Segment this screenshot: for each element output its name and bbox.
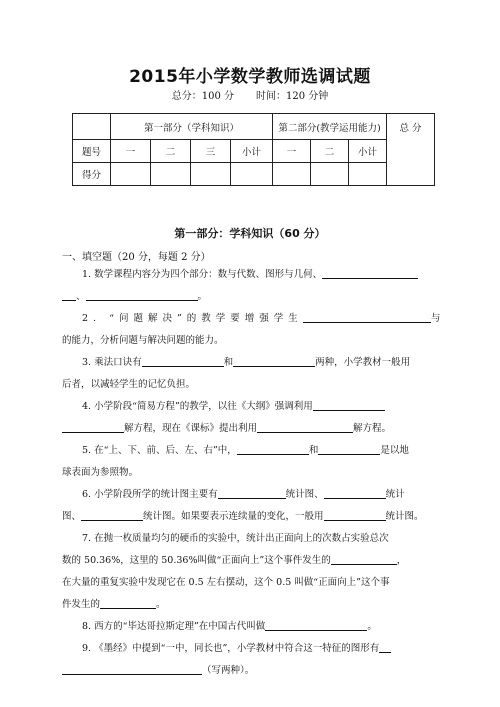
answer-blank[interactable] — [324, 508, 386, 521]
question-text: 。 — [156, 599, 166, 610]
answer-blank[interactable] — [265, 618, 367, 631]
question-3 — [62, 352, 440, 396]
question-text: 统计图、 — [285, 489, 324, 500]
answer-blank[interactable] — [313, 398, 385, 411]
col-header: 二 — [311, 140, 349, 163]
col-header: 一 — [111, 140, 151, 163]
row-label-score: 得分 — [73, 163, 111, 186]
section-title: 第一部分：学科知识（60 分） — [174, 227, 326, 240]
part1-header: 第一部分（学科知识） — [111, 114, 273, 140]
answer-blank[interactable] — [303, 310, 431, 323]
total-header: 总 分 — [387, 114, 435, 186]
question-text: 。 — [197, 291, 208, 302]
answer-blank[interactable] — [233, 354, 315, 367]
answer-blank[interactable] — [331, 552, 397, 565]
question-text: 后者，以减轻学生的记忆负担。 — [62, 379, 196, 390]
exam-meta — [0, 87, 500, 102]
row-label-question-number: 题号 — [73, 140, 111, 163]
question-text: 数的 50.36%，这里的 50.36%叫做“正面向上”这个事件发生的 — [62, 555, 331, 566]
question-8 — [62, 616, 440, 638]
question-text: 7. 在抛一枚质量均匀的硬币的实验中，统计出正面向上的次数占实验总次 — [82, 533, 389, 544]
answer-blank[interactable] — [142, 354, 224, 367]
question-1 — [62, 264, 440, 308]
score-cell[interactable] — [349, 163, 387, 186]
question-text: 件发生的 — [62, 599, 101, 610]
question-text: 球表面为参照物。 — [62, 467, 139, 478]
question-text: 是以地 — [380, 445, 409, 456]
score-cell[interactable] — [273, 163, 311, 186]
question-text: 统计图。 — [385, 511, 424, 522]
question-text: 1. 数学课程内容分为四个部分：数与代数、图形与几何、 — [82, 269, 323, 280]
score-cell[interactable] — [231, 163, 273, 186]
question-4 — [62, 396, 440, 440]
answer-blank[interactable] — [257, 420, 353, 433]
exam-time: 时间：120 分钟 — [256, 91, 329, 102]
page-title: 2015年小学数学教师选调试题 — [129, 67, 371, 87]
answer-blank[interactable] — [62, 288, 76, 301]
score-table — [72, 113, 435, 186]
question-text: 和 — [308, 445, 319, 456]
question-text: 在大量的重复实验中发现它在 0.5 左右摆动，这个 0.5 叫做“正面向上”这个事 — [62, 577, 390, 588]
answer-blank[interactable] — [322, 266, 418, 279]
question-text: 6. 小学阶段所学的统计图主要有 — [82, 489, 218, 500]
question-text: ， — [396, 555, 407, 566]
question-2 — [62, 308, 440, 352]
score-cell[interactable] — [151, 163, 191, 186]
answer-blank[interactable] — [62, 662, 202, 675]
question-text: 4. 小学阶段“简易方程”的教学，以往《大纲》强调利用 — [82, 401, 313, 412]
part-heading: 一、填空题（20 分，每题 2 分） — [62, 252, 211, 263]
col-header: 小计 — [349, 140, 387, 163]
score-cell[interactable] — [311, 163, 349, 186]
answer-blank[interactable] — [62, 420, 124, 433]
answer-blank[interactable] — [218, 486, 286, 499]
question-text: 与 — [430, 313, 441, 324]
answer-blank[interactable] — [318, 442, 380, 455]
question-text: 。 — [367, 621, 377, 632]
question-text: 统计图。如果要表示连续量的变化，一般用 — [143, 511, 324, 522]
answer-blank[interactable] — [324, 486, 386, 499]
question-text: 统计 — [385, 489, 405, 500]
answer-blank[interactable] — [379, 640, 391, 653]
question-6 — [62, 484, 440, 528]
question-text: 图、 — [62, 511, 82, 522]
answer-blank[interactable] — [81, 508, 143, 521]
question-7 — [62, 528, 440, 616]
col-header: 二 — [151, 140, 191, 163]
part2-header: 第二部分(教学运用能力) — [273, 114, 387, 140]
col-header: 小计 — [231, 140, 273, 163]
answer-blank[interactable] — [237, 442, 309, 455]
question-text: 的能力，分析问题与解决问题的能力。 — [62, 335, 224, 346]
question-9 — [62, 638, 440, 682]
score-cell[interactable] — [191, 163, 231, 186]
question-text: （写两种）。 — [202, 665, 255, 676]
question-text: 解方程，现在《课标》提出利用 — [124, 423, 258, 434]
question-5 — [62, 440, 440, 484]
question-text: 8. 西方的“毕达哥拉斯定理”在中国古代叫做 — [82, 621, 266, 632]
answer-blank[interactable] — [86, 288, 198, 301]
col-header: 三 — [191, 140, 231, 163]
question-text: 、 — [76, 291, 86, 302]
question-text: 两种，小学教材一般用 — [315, 357, 411, 368]
question-text: 9. 《墨经》中提到“一中，同长也”，小学教材中符合这一特征的图形有 — [82, 643, 380, 654]
table-corner-cell — [73, 114, 111, 140]
question-text: 2. “问题解决”的教学要增强学生 — [82, 313, 303, 324]
total-score: 总分：100 分 — [171, 91, 234, 102]
question-text: 和 — [223, 357, 234, 368]
col-header: 一 — [273, 140, 311, 163]
answer-blank[interactable] — [100, 596, 156, 609]
question-text: 3. 乘法口诀有 — [82, 357, 142, 368]
question-text: 5. 在“上、下、前、后、左、右”中， — [82, 445, 237, 456]
score-cell[interactable] — [111, 163, 151, 186]
question-text: 解方程。 — [353, 423, 392, 434]
